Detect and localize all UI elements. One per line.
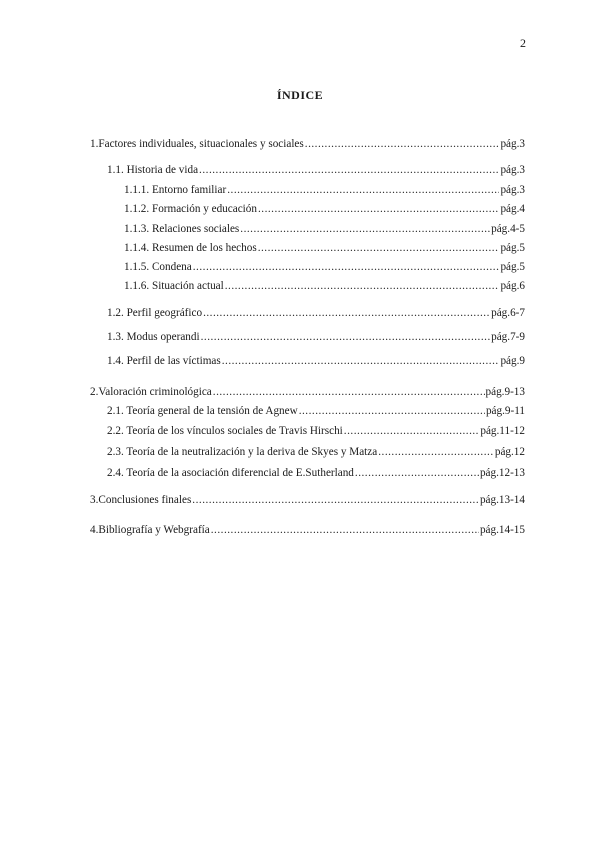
toc-entry-page: pág.9 — [500, 355, 525, 367]
toc-leader — [258, 202, 499, 216]
toc-entry-page: pág.6 — [500, 280, 525, 292]
toc-entry-label: 1.3. Modus operandi — [107, 331, 200, 343]
toc-entry — [90, 523, 525, 537]
toc-entry — [124, 222, 525, 236]
toc-entry-page: pág.5 — [500, 261, 525, 273]
toc-entry — [90, 137, 525, 151]
toc-leader — [258, 241, 500, 255]
toc-entry-label: 1.1.2. Formación y educación — [124, 203, 257, 215]
toc-leader — [305, 137, 500, 151]
toc-entry — [107, 354, 525, 368]
toc-entry — [107, 404, 525, 418]
toc-entry — [107, 163, 525, 177]
toc-leader — [299, 404, 485, 418]
toc-entry-number: 4. — [90, 524, 99, 536]
toc-entry-label: 1.1.6. Situación actual — [124, 280, 224, 292]
toc-entry — [90, 493, 525, 507]
toc-entry-number: 3. — [90, 494, 99, 506]
toc-entry-label: 1.1.5. Condena — [124, 261, 192, 273]
toc-entry — [107, 466, 525, 480]
toc-entry-page: pág.5 — [500, 242, 525, 254]
toc-entry-label: 2.3. Teoría de la neutralización y la deriva de Skyes y Matza — [107, 446, 378, 458]
toc-entry-page: pág.9-13 — [485, 386, 525, 398]
toc-leader — [193, 260, 500, 274]
toc-entry-number: 1. — [90, 138, 99, 150]
toc-leader — [225, 279, 500, 293]
toc-leader — [211, 523, 479, 537]
toc-entry-label: 1.2. Perfil geográfico — [107, 307, 203, 319]
toc-leader — [355, 466, 479, 480]
toc-entry-page: pág.3 — [500, 138, 525, 150]
toc-leader — [203, 306, 490, 320]
toc-entry-label: 1.1.1. Entorno familiar — [124, 184, 227, 196]
toc-entry-page: pág.4 — [500, 203, 525, 215]
toc-entry — [107, 424, 525, 438]
toc-entry-label: Valoración criminológica — [98, 386, 212, 398]
toc-entry-page: pág.12 — [494, 446, 525, 458]
toc-entry-page: pág.14-15 — [479, 524, 525, 536]
toc-entry-label: 2.1. Teoría general de la tensión de Agnew — [107, 405, 298, 417]
toc-entry-page: pág.9-11 — [485, 405, 525, 417]
toc-entry-label: Factores individuales, situacionales y sociales — [98, 138, 304, 150]
toc-entry-number: 2. — [90, 386, 99, 398]
toc-entry — [124, 260, 525, 274]
toc-entry-page: pág.11-12 — [480, 425, 525, 437]
toc-entry-label: 1.4. Perfil de las víctimas — [107, 355, 221, 367]
toc-entry — [124, 183, 525, 197]
toc-entry — [107, 445, 525, 459]
toc-leader — [344, 424, 480, 438]
toc-entry-page: pág.6-7 — [491, 307, 525, 319]
toc-leader — [227, 183, 499, 197]
toc-entry-page: pág.13-14 — [479, 494, 525, 506]
toc-entry — [90, 385, 525, 399]
toc-entry-page: pág.7-9 — [491, 331, 525, 343]
toc-entry-page: pág.3 — [500, 164, 525, 176]
toc-entry-page: pág.4-5 — [491, 223, 525, 235]
toc-leader — [201, 330, 491, 344]
page-title: ÍNDICE — [276, 88, 324, 102]
toc-entry-label: 1.1.4. Resumen de los hechos — [124, 242, 257, 254]
toc-entry — [124, 279, 525, 293]
toc-entry-label: 1.1.3. Relaciones sociales — [124, 223, 240, 235]
toc-entry-page: pág.3 — [500, 184, 525, 196]
toc-entry-page: pág.12-13 — [479, 467, 525, 479]
toc-leader — [240, 222, 490, 236]
toc-leader — [192, 493, 479, 507]
toc-entry — [124, 202, 525, 216]
toc-entry-label: 2.2. Teoría de los vínculos sociales de Travis Hirschi — [107, 425, 343, 437]
toc-leader — [378, 445, 494, 459]
toc-leader — [213, 385, 485, 399]
toc-entry — [124, 241, 525, 255]
toc-entry — [107, 306, 525, 320]
toc-leader — [199, 163, 499, 177]
toc-entry-label: Bibliografía y Webgrafía — [98, 524, 210, 536]
page-number: 2 — [520, 36, 526, 50]
toc-entry-label: Conclusiones finales — [98, 494, 192, 506]
toc-entry — [107, 330, 525, 344]
toc-entry-label: 1.1. Historia de vida — [107, 164, 199, 176]
toc-leader — [222, 354, 500, 368]
toc-entry-label: 2.4. Teoría de la asociación diferencial de E.Sutherland — [107, 467, 354, 479]
